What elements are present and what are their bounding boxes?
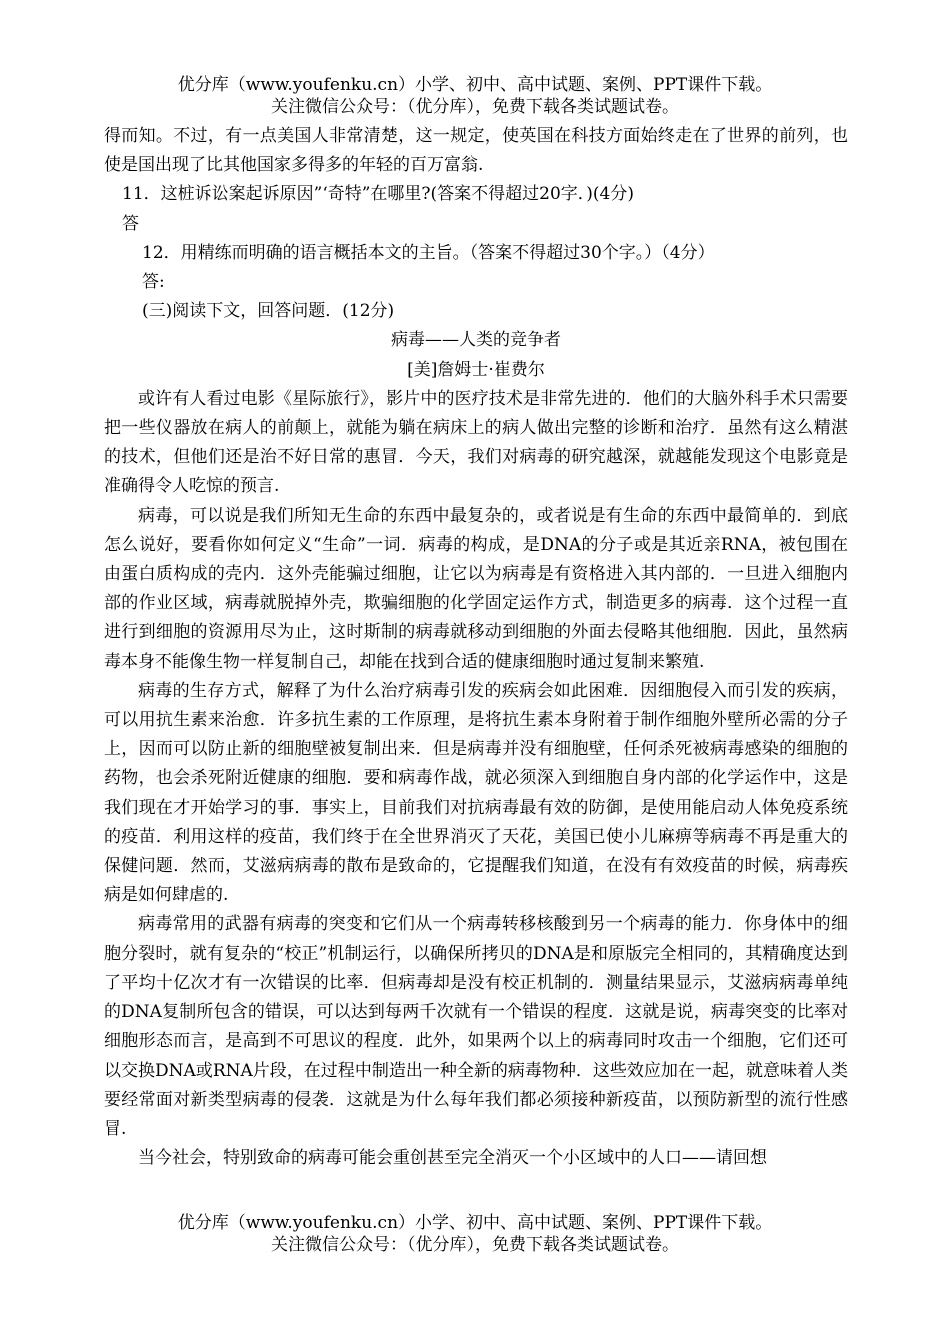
footer-line-1: 优分库（www.youfenku.cn）小学、初中、高中试题、案例、PPT课件下载。 [177,1213,773,1233]
question-12: 12．用精练而明确的语言概括本文的主旨。（答案不得超过30个字。）（4分） [142,242,715,263]
continuation-paragraph: 得而知。不过，有一点美国人非常清楚，这一规定，使英国在科技方面始终走在了世界的前列，也使是国出现了比其他国家多得多的年轻的百万富翁. [104,126,848,176]
question-12-answer: 答: [142,272,165,293]
header-line-1: 优分库（www.youfenku.cn）小学、初中、高中试题、案例、PPT课件下载。 [177,75,773,95]
page-header [0,74,950,118]
question-11-answer: 答 [122,213,139,234]
article-title: 病毒——人类的竞争者 [391,330,561,351]
section-3-heading: (三)阅读下文，回答问题．(12分) [142,301,395,322]
article-paragraph-3: 病毒的生存方式，解释了为什么治疗病毒引发的疾病会如此困难．因细胞侵入而引发的疾病，可以用抗生素来治愈．许多抗生素的工作原理，是将抗生素本身附着于制作细胞外壁所必需的分子上，因而可以防止新的细胞壁被复制出来．但是病毒并没有细胞壁，任何杀死被病毒感染的细胞的药物，也会杀死附近健康的细胞．要和病毒作战，就必须深入到细胞自身内部的化学运作中，这是我们现在才开始学习的事．事实上，目前我们对抗病毒最有效的防御，是使用能启动人体免疫系统的疫苗．利用这样的疫苗，我们终于在全世界消灭了天花，美国已使小儿麻痹等病毒不再是重大的保健问题．然而，艾滋病病毒的散布是致命的，它提醒我们知道，在没有有效疫苗的时候，病毒疾病是如何肆虐的. [104,680,848,906]
article-paragraph-4: 病毒常用的武器有病毒的突变和它们从一个病毒转移核酸到另一个病毒的能力．你身体中的细胞分裂时，就有复杂的“校正”机制运行，以确保所拷贝的DNA是和原版完全相同的，其精确度达到了平均十亿次才有一次错误的比率．但病毒却是没有校正机制的．测量结果显示，艾滋病病毒单纯的DNA复制所包含的错误，可以达到每两千次就有一个错误的程度．这就是说，病毒突变的比率对细胞形态而言，是高到不可思议的程度．此外，如果两个以上的病毒同时攻击一个细胞，它们还可以交换DNA或RNA片段，在过程中制造出一种全新的病毒物种．这些效应加在一起，就意味着人类要经常面对新类型病毒的侵袭．这就是为什么每年我们都必须接种新疫苗，以预防新型的流行性感冒. [104,914,848,1139]
article-paragraph-1: 或许有人看过电影《星际旅行》，影片中的医疗技术是非常先进的．他们的大脑外科手术只需要把一些仪器放在病人的前颠上，就能为躺在病床上的病人做出完整的诊断和治疗．虽然有这么精湛的技术，但他们还是治不好日常的惠冒．今天，我们对病毒的研究越深，就越能发现这个电影竟是准确得令人吃惊的预言. [104,388,848,497]
article-paragraph-2: 病毒，可以说是我们所知无生命的东西中最复杂的，或者说是有生命的东西中最简单的．到底怎么说好，要看你如何定义“生命”一词．病毒的构成，是DNA的分子或是其近亲RNA，被包围在由蛋白质构成的壳内．这外壳能骗过细胞，让它以为病毒是有资格进入其内部的．一旦进入细胞内部的作业区域，病毒就脱掉外壳，欺骗细胞的化学固定运作方式，制造更多的病毒．这个过程一直进行到细胞的资源用尽为止，这时斯制的病毒就移动到细胞的外面去侵略其他细胞．因此，虽然病毒本身不能像生物一样复制自己，却能在找到合适的健康细胞时通过复制来繁殖. [104,505,848,672]
document-body [104,122,848,1173]
header-line-2: 关注微信公众号：（优分库），免费下载各类试题试卷。 [271,97,679,117]
footer-line-2: 关注微信公众号：（优分库），免费下载各类试题试卷。 [271,1235,679,1255]
question-11: 11．这桩诉讼案起诉原因”‘奇特”在哪里?(答案不得超过20字．)(4分) [122,184,635,205]
article-author: [美]詹姆士·崔费尔 [407,359,545,380]
page-footer [0,1212,950,1256]
article-paragraph-5: 当今社会，特别致命的病毒可能会重创甚至完全消灭一个小区域中的人口——请回想 [138,1148,767,1169]
